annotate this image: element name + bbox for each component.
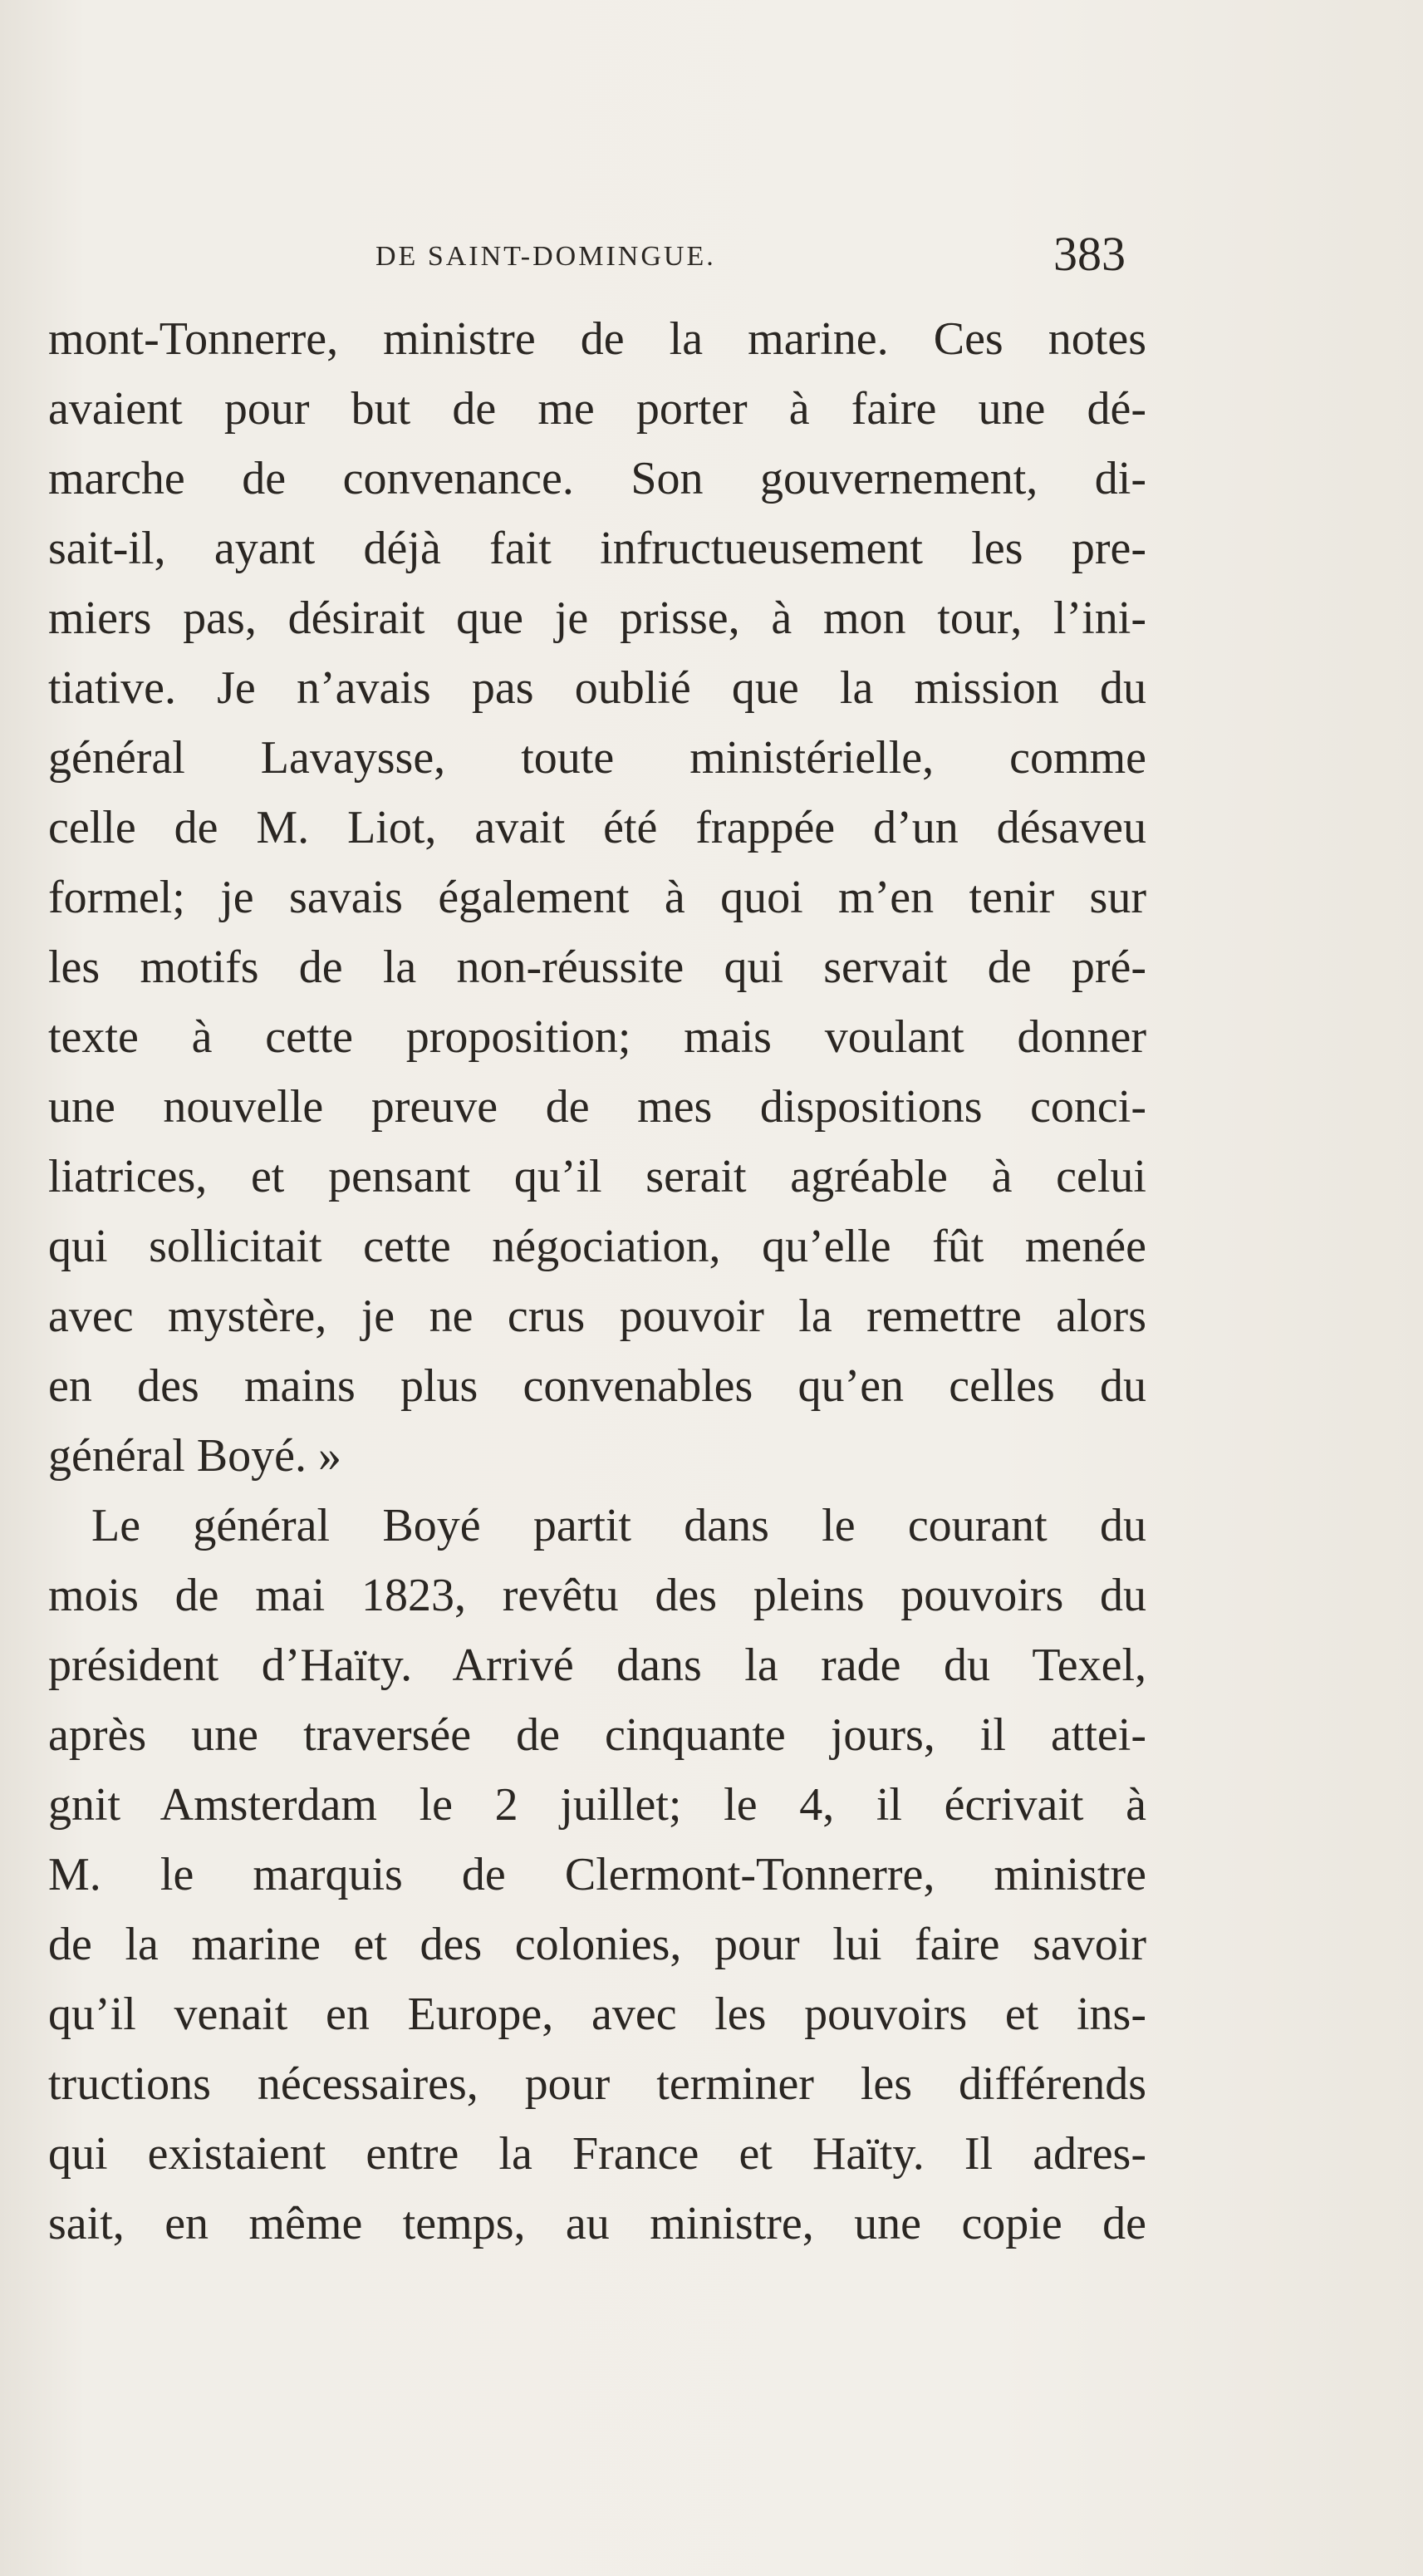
- page-number: 383: [1053, 227, 1126, 281]
- text-line: M. le marquis de Clermont-Tonnerre, ministre: [48, 1849, 1146, 1900]
- text-line: avec mystère, je ne crus pouvoir la remettre alors: [48, 1290, 1146, 1342]
- text-line: celle de M. Liot, avait été frappée d’un désaveu: [48, 802, 1146, 853]
- text-line: avaient pour but de me porter à faire une dé-: [48, 383, 1146, 435]
- text-line: marche de convenance. Son gouvernement, di-: [48, 453, 1146, 504]
- text-line: qu’il venait en Europe, avec les pouvoirs et ins-: [48, 1989, 1146, 2040]
- text-line: de la marine et des colonies, pour lui faire savoir: [48, 1919, 1146, 1970]
- paragraph-first-line: Le général Boyé partit dans le courant du: [91, 1500, 1146, 1551]
- text-line: sait, en même temps, au ministre, une copie de: [48, 2198, 1146, 2249]
- text-line: sait-il, ayant déjà fait infructueusement les pre-: [48, 523, 1146, 574]
- text-line: qui sollicitait cette négociation, qu’elle fût menée: [48, 1221, 1146, 1272]
- text-line: président d’Haïty. Arrivé dans la rade du Texel,: [48, 1639, 1146, 1691]
- page-header: [0, 226, 1423, 293]
- text-line: gnit Amsterdam le 2 juillet; le 4, il écrivait à: [48, 1779, 1146, 1831]
- text-line: texte à cette proposition; mais voulant donner: [48, 1011, 1146, 1063]
- text-line: général Boyé. »: [48, 1430, 341, 1482]
- text-line: les motifs de la non-réussite qui servait de pré-: [48, 941, 1146, 993]
- text-line: qui existaient entre la France et Haïty. Il adres-: [48, 2128, 1146, 2180]
- text-line: miers pas, désirait que je prisse, à mon tour, l’ini-: [48, 592, 1146, 644]
- text-line: mont-Tonnerre, ministre de la marine. Ces notes: [48, 313, 1146, 365]
- text-line: en des mains plus convenables qu’en celles du: [48, 1360, 1146, 1412]
- text-line: formel; je savais également à quoi m’en tenir sur: [48, 872, 1146, 923]
- running-title: DE SAINT-DOMINGUE.: [375, 241, 716, 272]
- text-line: général Lavaysse, toute ministérielle, comme: [48, 732, 1146, 784]
- text-line: mois de mai 1823, revêtu des pleins pouvoirs du: [48, 1570, 1146, 1621]
- text-line: après une traversée de cinquante jours, il attei-: [48, 1709, 1146, 1761]
- text-line: tiative. Je n’avais pas oublié que la mission du: [48, 662, 1146, 714]
- text-line: une nouvelle preuve de mes dispositions conci-: [48, 1081, 1146, 1133]
- text-line: tructions nécessaires, pour terminer les différends: [48, 2058, 1146, 2110]
- text-line: liatrices, et pensant qu’il serait agréable à celui: [48, 1151, 1146, 1202]
